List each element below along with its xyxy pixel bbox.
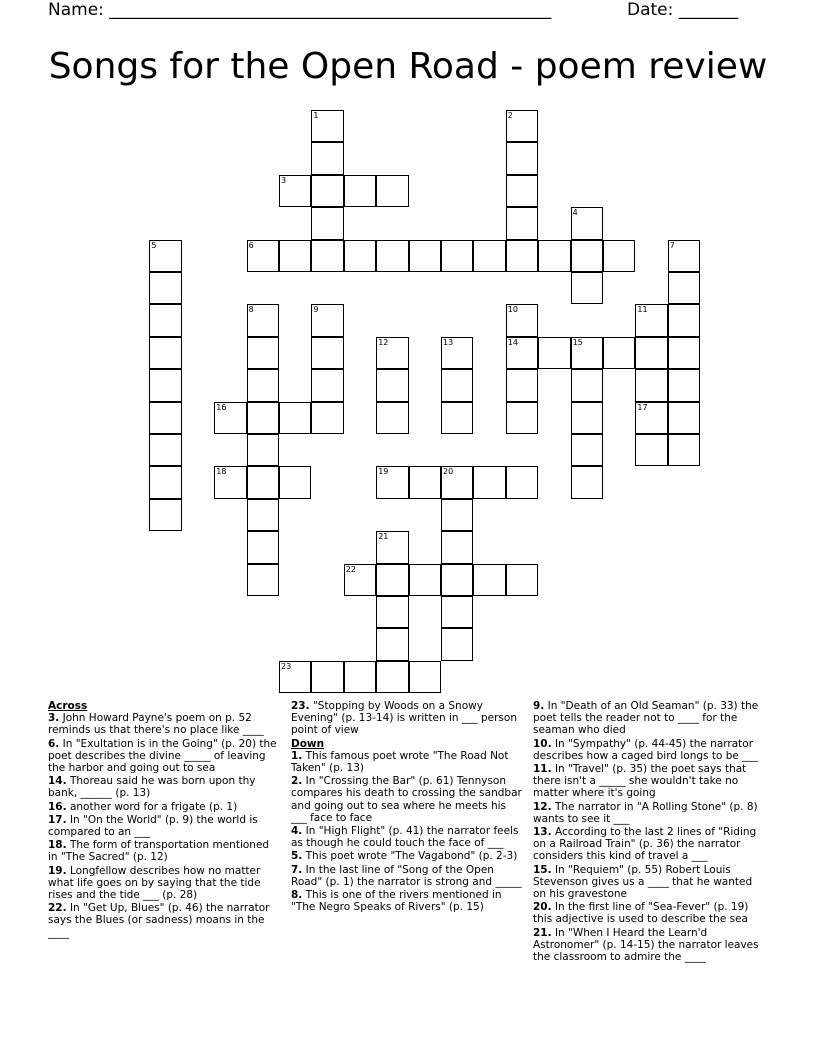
cell-number: 20 [443,467,454,477]
clue-text: This is one of the rivers mentioned in "The Negro Speaks of Rivers" (p. 15) [291,889,502,914]
crossword-cell[interactable] [409,661,441,693]
crossword-cell[interactable] [344,175,376,207]
clue-text: This famous poet wrote "The Road Not Taken" (p. 13) [291,749,509,775]
crossword-cell[interactable] [376,596,408,628]
crossword-cell[interactable] [247,499,279,531]
crossword-cell[interactable] [668,402,700,434]
crossword-cell[interactable] [538,337,570,369]
down-clue-list-continued [533,700,765,963]
crossword-cell[interactable] [668,369,700,401]
clue-number: 19. [48,864,67,877]
clue-text: In "High Flight" (p. 41) the narrator feels as though he could touch the face of ___ [291,825,519,850]
across-clue-list-continued [291,700,523,737]
clue-item [48,738,280,775]
crossword-cell[interactable] [376,240,408,272]
crossword-cell[interactable] [506,142,538,174]
cell-number: 22 [345,564,356,574]
cell-number: 6 [248,240,254,250]
cell-number: 8 [248,305,254,315]
crossword-cell[interactable] [506,110,538,142]
crossword-cell[interactable] [247,402,279,434]
clue-item [48,712,280,736]
clue-item [291,864,523,888]
crossword-cell[interactable] [441,240,473,272]
crossword-cell[interactable] [441,628,473,660]
clue-text: The form of transportation mentioned in "The Sacred" (p. 12) [48,839,270,864]
crossword-cell[interactable] [441,402,473,434]
crossword-cell[interactable] [344,240,376,272]
crossword-cell[interactable] [506,207,538,239]
crossword-cell[interactable] [376,337,408,369]
crossword-cell[interactable] [668,240,700,272]
name-field-label: Name: ____________________________________________________ [48,0,552,20]
crossword-cell[interactable] [247,304,279,336]
cell-number: 12 [378,337,389,347]
crossword-cell[interactable] [473,466,505,498]
crossword-cell[interactable] [376,661,408,693]
crossword-cell[interactable] [473,240,505,272]
clue-item [533,901,765,925]
clue-item [533,700,765,737]
cell-number: 1 [313,111,319,120]
cell-number: 11 [637,305,648,315]
crossword-cell[interactable] [506,369,538,401]
crossword-cell[interactable] [506,564,538,596]
crossword-cell[interactable] [376,628,408,660]
crossword-cell[interactable] [149,499,181,531]
clue-text: In "On the World" (p. 9) the world is compared to an ___ [48,813,258,839]
clue-item [291,889,523,913]
crossword-cell[interactable] [279,661,311,693]
crossword-cell[interactable] [247,564,279,596]
clue-number: 15. [533,863,552,876]
clue-number: 11. [533,763,552,776]
cell-number: 19 [378,467,389,477]
clue-text: In "When I Heard the Learn'd Astronomer" (p. 14-15) the narrator leaves the classroom to admire the ____ [533,926,759,964]
crossword-cell[interactable] [311,661,343,693]
crossword-cell[interactable] [571,434,603,466]
clue-item [533,864,765,901]
crossword-cell[interactable] [376,402,408,434]
clue-item [533,763,765,800]
crossword-cell[interactable] [441,531,473,563]
crossword-cell[interactable] [571,369,603,401]
crossword-cell[interactable] [149,369,181,401]
crossword-cell[interactable] [506,240,538,272]
clue-text: The narrator in "A Rolling Stone" (p. 8) wants to see it ___ [533,800,758,825]
crossword-cell[interactable] [311,304,343,336]
clue-item [533,738,765,762]
crossword-cell[interactable] [603,337,635,369]
cell-number: 23 [281,661,292,671]
crossword-cell[interactable] [635,434,667,466]
clue-item [291,825,523,849]
clue-number: 10. [533,737,552,750]
clue-item [48,814,280,838]
crossword-cell[interactable] [247,434,279,466]
clue-column-1 [48,700,280,940]
clue-text: This poet wrote "The Vagabond" (p. 2-3) [302,850,518,863]
cell-number: 13 [443,337,454,347]
clue-text: According to the last 2 lines of "Riding on a Railroad Train" (p. 36) the narrator considers this kind of travel a ___ [533,826,757,863]
crossword-cell[interactable] [311,142,343,174]
crossword-cell[interactable] [571,207,603,239]
clue-text: Longfellow describes how no matter what life goes on by saying that the tide rises and the tide ___ (p. 28) [48,864,261,902]
crossword-cell[interactable] [603,240,635,272]
clue-item [48,839,280,863]
crossword-cell[interactable] [279,466,311,498]
cell-number: 17 [637,402,648,412]
crossword-cell[interactable] [376,175,408,207]
crossword-cell[interactable] [149,402,181,434]
crossword-cell[interactable] [635,304,667,336]
crossword-cell[interactable] [214,466,246,498]
clue-item [291,700,523,737]
crossword-cell[interactable] [506,402,538,434]
crossword-cell[interactable] [214,402,246,434]
across-heading: Across [48,700,88,712]
crossword-cell[interactable] [441,564,473,596]
clue-item [533,927,765,964]
crossword-cell[interactable] [441,369,473,401]
clue-number: 17. [48,813,67,826]
crossword-cell[interactable] [279,175,311,207]
cell-number: 5 [151,240,157,250]
clue-number: 23. [291,700,310,712]
clue-number: 20. [533,901,552,914]
clue-number: 7. [291,863,303,876]
down-clue-list [291,750,523,914]
clue-item [48,775,280,799]
crossword-cell[interactable] [376,564,408,596]
across-clue-list [48,712,280,939]
cell-number: 9 [313,305,319,315]
crossword-cell[interactable] [668,272,700,304]
crossword-cell[interactable] [247,369,279,401]
crossword-cell[interactable] [344,661,376,693]
crossword-cell[interactable] [635,402,667,434]
cell-number: 2 [507,111,513,120]
cell-number: 18 [216,467,227,477]
cell-number: 4 [572,208,578,218]
crossword-cell[interactable] [344,564,376,596]
crossword-cell[interactable] [247,466,279,498]
clue-text: In "Death of an Old Seaman" (p. 33) the poet tells the reader not to ____ for the seaman who died [533,700,759,737]
crossword-cell[interactable] [279,402,311,434]
clue-number: 22. [48,902,67,915]
crossword-cell[interactable] [635,337,667,369]
crossword-cell[interactable] [149,434,181,466]
clue-number: 3. [48,712,60,725]
clue-item [48,865,280,902]
clue-number: 12. [533,800,552,813]
clue-number: 1. [291,749,303,762]
clue-text: In the first line of "Sea-Fever" (p. 19) this adjective is used to describe the sea [533,901,749,926]
clue-number: 4. [291,825,303,838]
crossword-cell[interactable] [149,240,181,272]
crossword-cell[interactable] [149,466,181,498]
crossword-cell[interactable] [247,531,279,563]
clue-item [291,775,523,824]
crossword-cell[interactable] [473,564,505,596]
crossword-cell[interactable] [571,402,603,434]
crossword-cell[interactable] [635,369,667,401]
date-field-label: Date: _______ [627,0,739,20]
crossword-cell[interactable] [538,240,570,272]
crossword-cell[interactable] [506,466,538,498]
clue-number: 14. [48,775,67,788]
crossword-cell[interactable] [376,369,408,401]
crossword-cell[interactable] [668,434,700,466]
down-heading: Down [291,737,325,750]
clue-number: 13. [533,826,552,839]
clue-item [291,850,523,862]
crossword-cell[interactable] [668,304,700,336]
clue-item [48,902,280,939]
cell-number: 16 [216,402,227,412]
clue-text: Thoreau said he was born upon thy bank, ______ (p. 13) [48,775,256,800]
clue-text: In "Crossing the Bar" (p. 61) Tennyson compares his death to crossing the sandbar and going out to sea where he meets his ___ face to face [291,775,522,824]
crossword-cell[interactable] [441,499,473,531]
cell-number: 15 [572,337,583,347]
crossword-cell[interactable] [311,207,343,239]
clue-number: 16. [48,800,67,813]
crossword-cell[interactable] [279,240,311,272]
crossword-cell[interactable] [571,272,603,304]
crossword-cell[interactable] [506,337,538,369]
clue-column-3 [533,700,765,964]
crossword-cell[interactable] [311,337,343,369]
crossword-cell[interactable] [441,466,473,498]
clue-text: In "Get Up, Blues" (p. 46) the narrator says the Blues (or sadness) moans in the ____ [48,902,270,939]
clue-number: 18. [48,839,67,852]
crossword-cell[interactable] [149,304,181,336]
crossword-cell[interactable] [149,337,181,369]
clue-text: In "Requiem" (p. 55) Robert Louis Stevenson gives us a ____ that he wanted on his gravestone [533,863,753,901]
clue-text: In "Sympathy" (p. 44-45) the narrator describes how a caged bird longs to be ___ [533,737,758,762]
crossword-cell[interactable] [311,369,343,401]
clue-number: 5. [291,850,303,863]
crossword-cell[interactable] [376,466,408,498]
crossword-cell[interactable] [506,175,538,207]
page-title: Songs for the Open Road - poem review [48,46,768,87]
crossword-cell[interactable] [409,240,441,272]
crossword-cell[interactable] [311,402,343,434]
crossword-cell[interactable] [668,337,700,369]
crossword-cell[interactable] [571,337,603,369]
clue-text: In "Exultation is in the Going" (p. 20) the poet describes the divine _____ of leaving the harbor and going out to sea [48,737,277,775]
cell-number: 21 [378,532,389,542]
crossword-cell[interactable] [441,596,473,628]
cell-number: 14 [507,337,518,347]
clue-number: 21. [533,926,552,939]
cell-number: 10 [507,305,518,315]
clue-number: 2. [291,775,303,788]
clue-item [533,826,765,863]
clue-item [533,801,765,825]
crossword-cell[interactable] [409,466,441,498]
clue-number: 6. [48,737,60,750]
crossword-cell[interactable] [506,304,538,336]
crossword-cell[interactable] [376,531,408,563]
cell-number: 3 [281,175,287,185]
crossword-cell[interactable] [247,337,279,369]
crossword-cell[interactable] [409,564,441,596]
crossword-cell[interactable] [311,240,343,272]
clue-text: In "Travel" (p. 35) the poet says that there isn't a _____ she wouldn't take no matter where it's going [533,763,747,800]
cell-number: 7 [669,240,675,250]
clue-item [291,750,523,774]
crossword-cell[interactable] [149,272,181,304]
clue-number: 9. [533,700,545,712]
clue-number: 8. [291,889,303,902]
clue-text: In the last line of "Song of the Open Road" (p. 1) the narrator is strong and _____ [291,863,522,888]
clue-text: another word for a frigate (p. 1) [66,800,238,813]
clue-text: "Stopping by Woods on a Snowy Evening" (p. 13-14) is written in ___ person point of view [291,700,517,737]
crossword-cell[interactable] [571,240,603,272]
crossword-cell[interactable] [311,110,343,142]
crossword-cell[interactable] [247,240,279,272]
crossword-cell[interactable] [311,175,343,207]
clue-text: John Howard Payne's poem on p. 52 reminds us that there's no place like ____ [48,712,264,737]
clue-column-2 [291,700,523,914]
clue-item [48,801,280,813]
crossword-cell[interactable] [441,337,473,369]
crossword-cell[interactable] [571,466,603,498]
